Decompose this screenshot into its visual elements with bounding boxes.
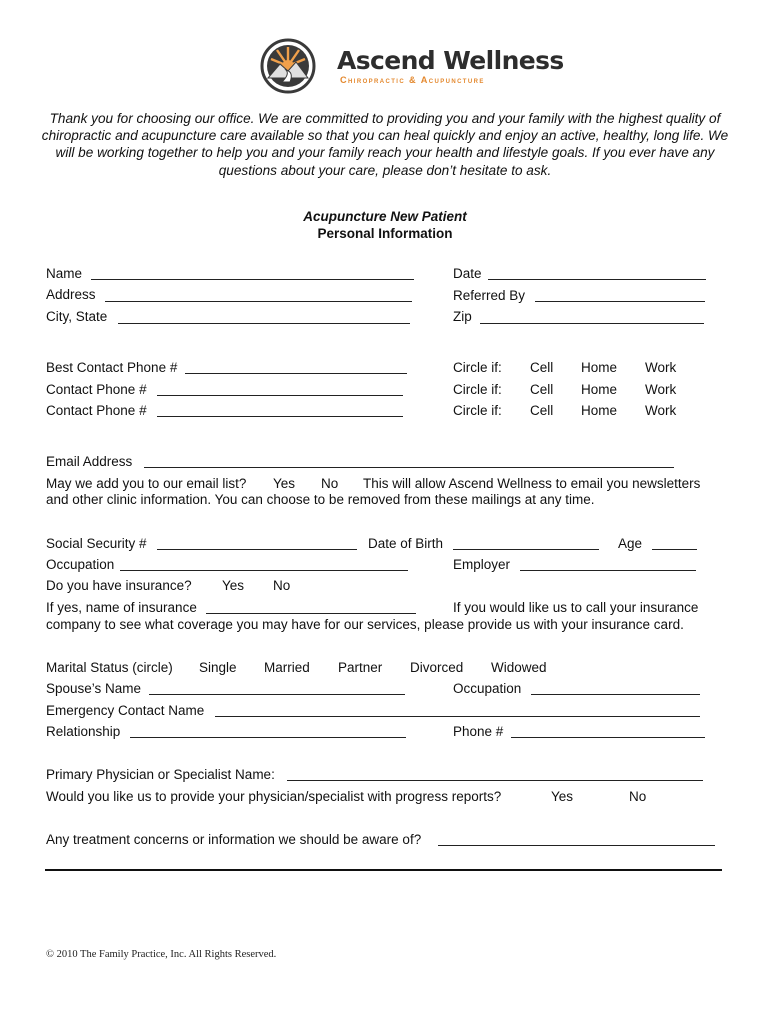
address-field[interactable] [105,301,412,302]
email-address-label: Email Address [46,454,133,469]
form-title: Acupuncture New Patient [303,209,467,224]
phone-option-home[interactable]: Home [581,382,618,397]
best-contact-phone-label: Best Contact Phone # [46,360,178,375]
progress-reports-yes[interactable]: Yes [551,789,574,804]
section-divider [45,869,722,871]
insurance-no[interactable]: No [273,578,291,593]
email-address-field[interactable] [144,467,674,468]
employer-label: Employer [453,557,511,572]
emergency-contact-label: Emergency Contact Name [46,703,205,718]
progress-reports-question: Would you like us to provide your physician/specialist with progress reports? [46,789,502,804]
brand-name: Ascend Wellness [337,46,564,75]
marital-option-divorced[interactable]: Divorced [410,660,464,675]
spouse-occupation-label: Occupation [453,681,522,696]
ssn-label: Social Security # [46,536,147,551]
email-note: This will allow Ascend Wellness to email you newsletters [363,476,701,491]
dob-field[interactable] [453,549,599,550]
phone-option-home[interactable]: Home [581,360,618,375]
name-label: Name [46,266,83,281]
emergency-phone-label: Phone # [453,724,504,739]
contact-phone-field[interactable] [157,395,403,396]
dob-label: Date of Birth [368,536,444,551]
employer-field[interactable] [520,570,696,571]
city-state-label: City, State [46,309,108,324]
brand-logo [260,38,316,94]
name-field[interactable] [91,279,414,280]
circle-if-label: Circle if: [453,403,502,418]
phone-option-cell[interactable]: Cell [530,360,554,375]
treatment-concerns-label: Any treatment concerns or information we should be aware of? [46,832,422,847]
marital-option-single[interactable]: Single [199,660,237,675]
spouse-name-label: Spouse’s Name [46,681,142,696]
primary-physician-label: Primary Physician or Specialist Name: [46,767,275,782]
marital-option-married[interactable]: Married [264,660,310,675]
contact-phone-field[interactable] [157,416,403,417]
spouse-occupation-field[interactable] [531,694,700,695]
circle-if-label: Circle if: [453,360,502,375]
copyright-notice: © 2010 The Family Practice, Inc. All Rights Reserved. [46,949,277,960]
marital-option-widowed[interactable]: Widowed [491,660,547,675]
primary-physician-field[interactable] [287,780,703,781]
circle-if-label: Circle if: [453,382,502,397]
email-list-question: May we add you to our email list? [46,476,247,491]
contact-phone-label: Contact Phone # [46,403,147,418]
emergency-phone-field[interactable] [511,737,705,738]
insurance-note: If you would like us to call your insurance [453,600,699,615]
insurance-question: Do you have insurance? [46,578,192,593]
spouse-name-field[interactable] [149,694,405,695]
insurance-name-field[interactable] [206,613,416,614]
phone-option-home[interactable]: Home [581,403,618,418]
referred-by-field[interactable] [535,301,705,302]
zip-label: Zip [453,309,472,324]
phone-option-work[interactable]: Work [645,403,677,418]
email-note: and other clinic information. You can choose to be removed from these mailings at any time. [46,492,595,507]
mountain-sun-logo-icon [260,38,316,94]
brand-tagline: Chiropractic & Acupuncture [340,75,485,85]
marital-option-partner[interactable]: Partner [338,660,383,675]
phone-option-work[interactable]: Work [645,382,677,397]
occupation-label: Occupation [46,557,115,572]
emergency-contact-field[interactable] [215,716,700,717]
phone-option-cell[interactable]: Cell [530,382,554,397]
age-label: Age [618,536,643,551]
insurance-yes[interactable]: Yes [222,578,245,593]
phone-option-cell[interactable]: Cell [530,403,554,418]
form-subtitle: Personal Information [317,226,453,241]
email-list-no[interactable]: No [321,476,339,491]
date-label: Date [453,266,482,281]
contact-phone-label: Contact Phone # [46,382,147,397]
treatment-concerns-field[interactable] [438,845,715,846]
intro-paragraph: Thank you for choosing our office. We are committed to providing you and your family with the highest quality of chiropractic and acupuncture care available so that you can heal quickly and enjoy an active, healthy, long life. We will be working together to help you and your family reach your health and lifestyle goals. If you ever have any questions about your care, please don’t hesitate to ask. [41,111,729,178]
relationship-field[interactable] [130,737,406,738]
referred-by-label: Referred By [453,288,526,303]
best-contact-phone-field[interactable] [185,373,407,374]
marital-status-label: Marital Status (circle) [46,660,173,675]
progress-reports-no[interactable]: No [629,789,647,804]
insurance-note: company to see what coverage you may have for our services, please provide us with your insurance card. [46,617,684,632]
insurance-name-label: If yes, name of insurance [46,600,197,615]
address-label: Address [46,287,96,302]
date-field[interactable] [488,279,706,280]
phone-option-work[interactable]: Work [645,360,677,375]
zip-field[interactable] [480,323,704,324]
email-list-yes[interactable]: Yes [273,476,296,491]
relationship-label: Relationship [46,724,121,739]
age-field[interactable] [652,549,697,550]
ssn-field[interactable] [157,549,357,550]
city-state-field[interactable] [118,323,410,324]
occupation-field[interactable] [120,570,408,571]
